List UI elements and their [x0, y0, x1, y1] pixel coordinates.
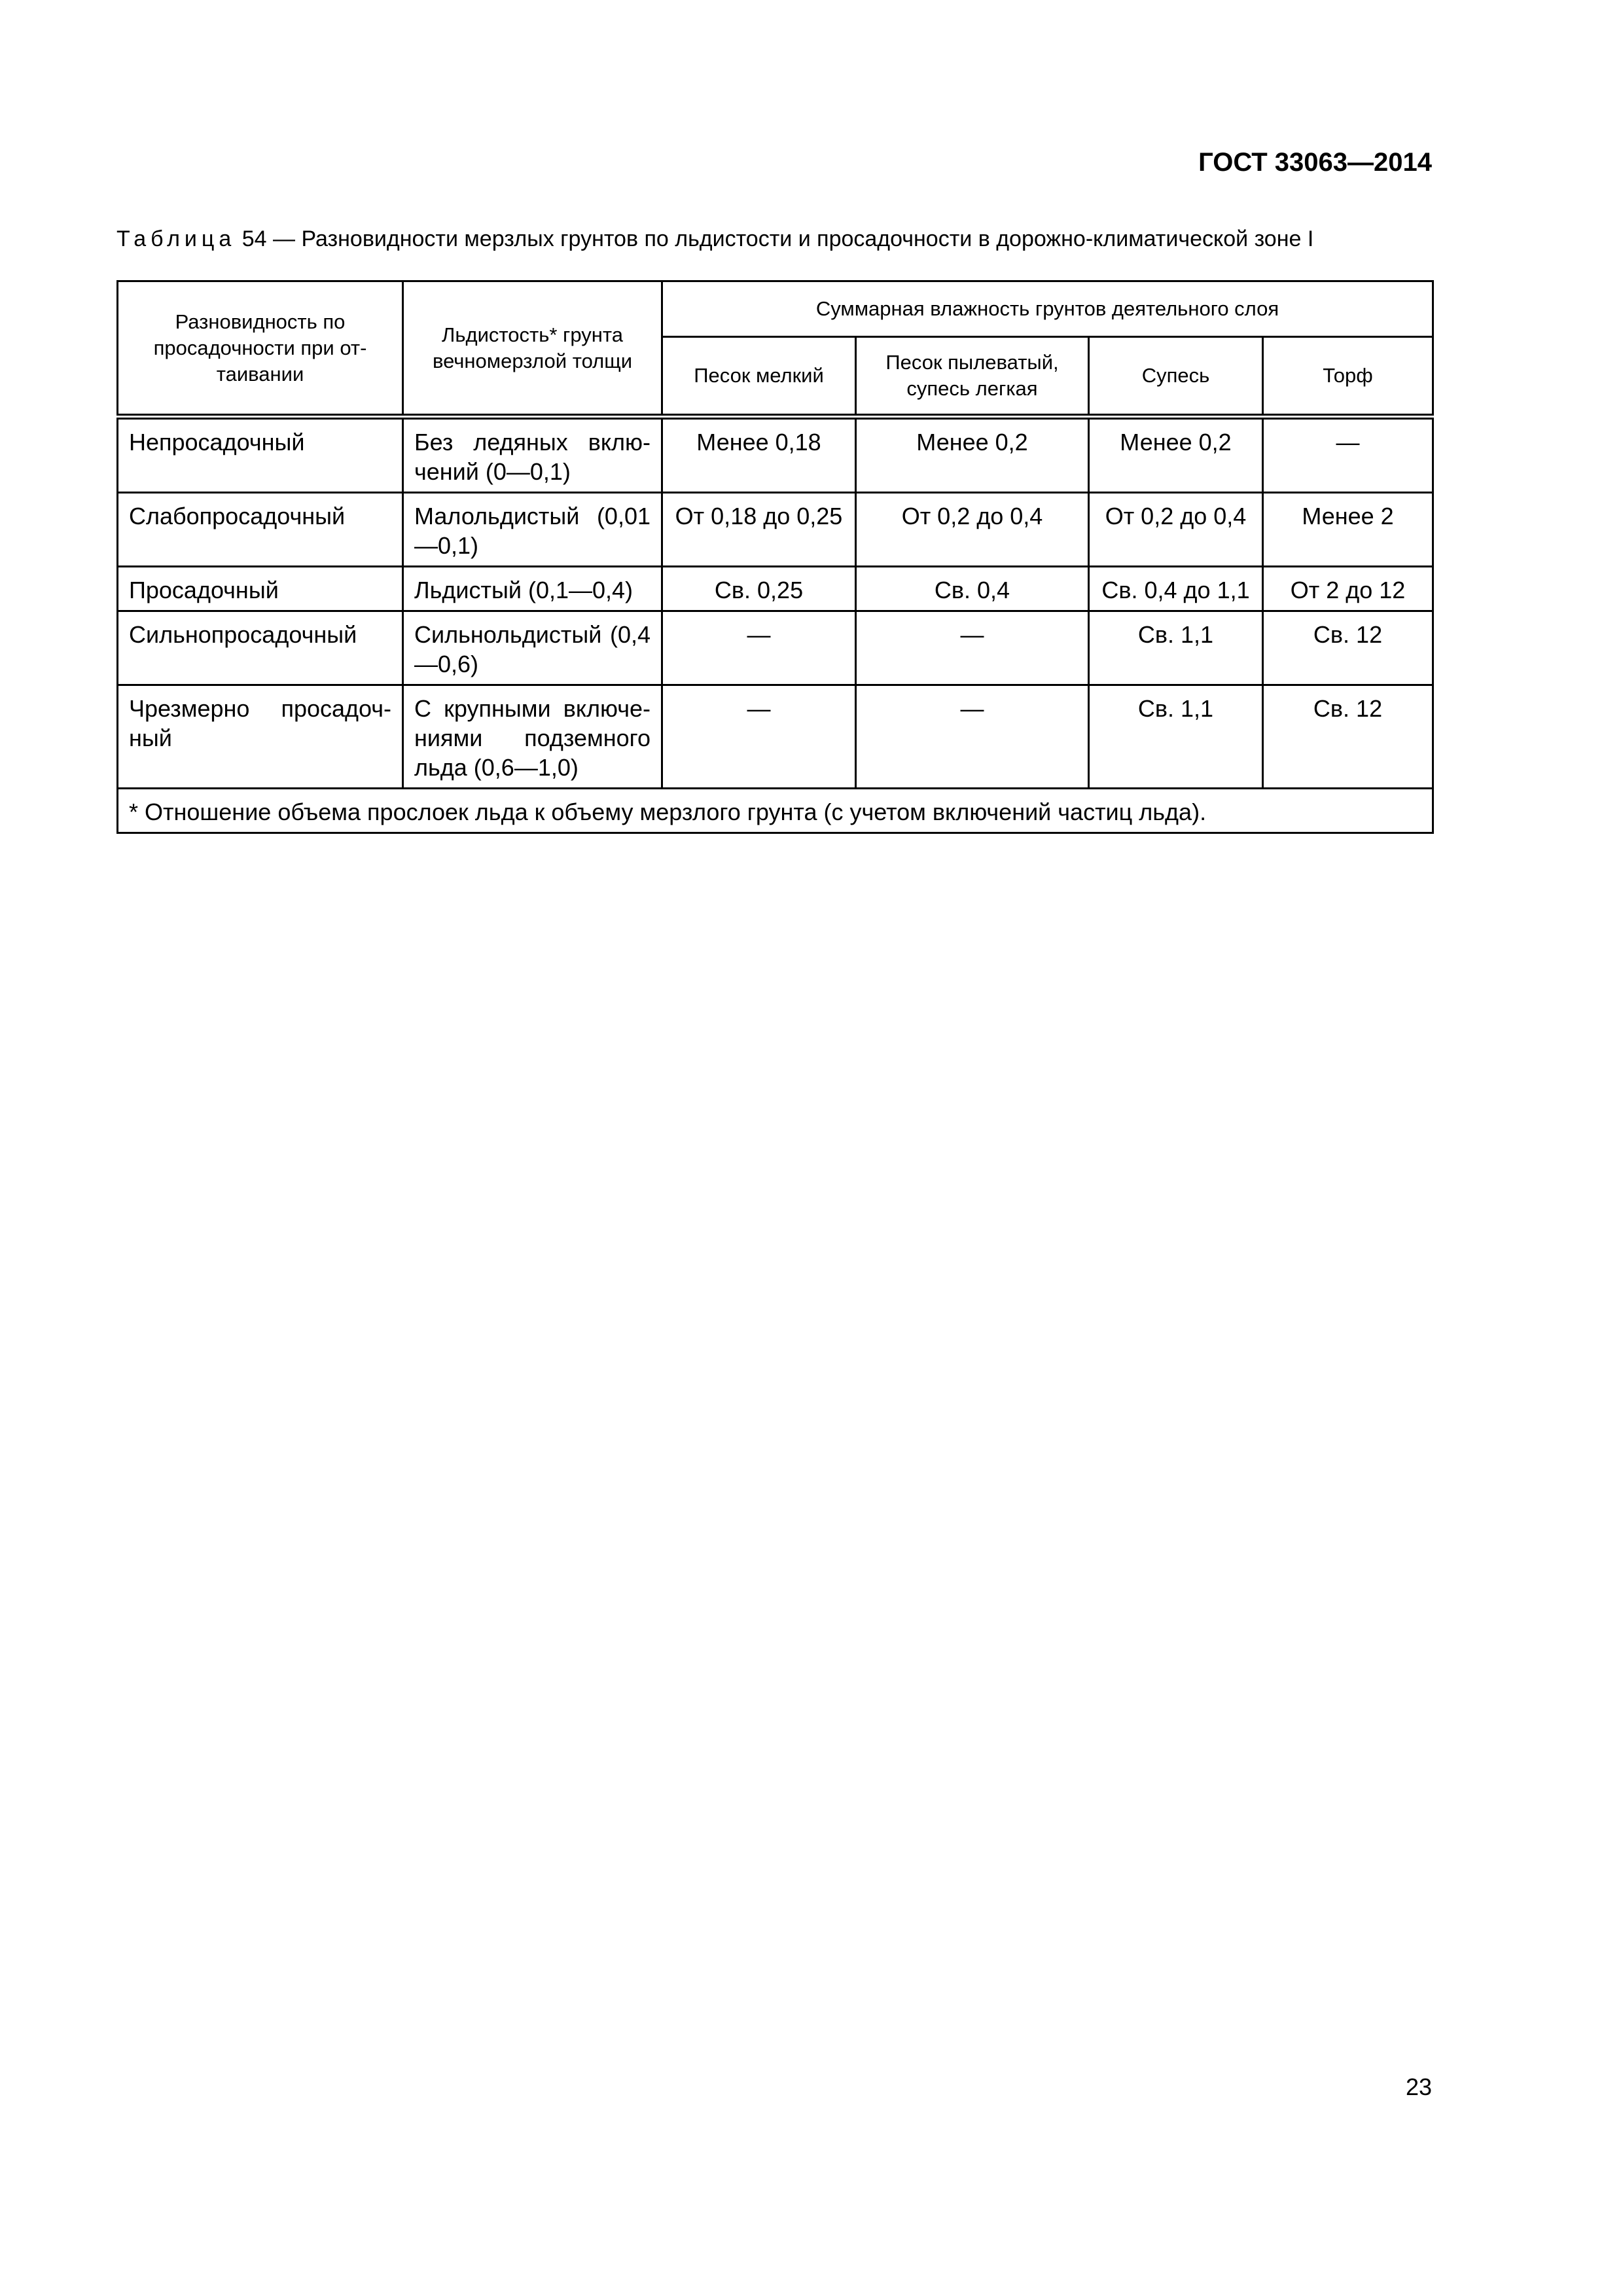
row-type: Слабопросадочный: [118, 493, 403, 567]
row-value: Менее 0,2: [856, 417, 1089, 493]
table-row: [118, 611, 1433, 685]
row-value: От 0,18 до 0,25: [662, 493, 856, 567]
table-row: [118, 685, 1433, 789]
row-value: Св. 1,1: [1089, 685, 1263, 789]
row-value: Менее 0,18: [662, 417, 856, 493]
table-caption-label: Таблица: [116, 226, 236, 251]
soil-table: [116, 280, 1434, 834]
header-ice-content: Льдистость* грунта вечномерзлой толщи: [403, 281, 662, 417]
row-value: От 0,2 до 0,4: [1089, 493, 1263, 567]
row-value: Менее 2: [1263, 493, 1433, 567]
header-sandy-loam: Супесь: [1089, 337, 1263, 417]
header-fine-sand: Песок мелкий: [662, 337, 856, 417]
header-total-moisture: Суммарная влажность грунтов деятельного слоя: [662, 281, 1433, 337]
row-value: —: [856, 685, 1089, 789]
table-caption-text: 54 — Разновидности мерзлых грунтов по льдистости и просадочности в дорожно-климатической зоне I: [236, 226, 1314, 251]
row-ice: Сильнольдистый (0,4—0,6): [403, 611, 662, 685]
row-value: —: [856, 611, 1089, 685]
header-silty-sand: Песок пылеватый, супесь легкая: [856, 337, 1089, 417]
table-footnote-row: [118, 789, 1433, 833]
row-value: Св. 0,4 до 1,1: [1089, 567, 1263, 611]
page-number: 23: [1405, 2073, 1432, 2100]
row-type: Чрезмерно просадочный: [118, 685, 403, 789]
row-value: От 2 до 12: [1263, 567, 1433, 611]
row-value: Св. 1,1: [1089, 611, 1263, 685]
row-value: Менее 0,2: [1089, 417, 1263, 493]
header-subsidence-type: Разновидность по просадочности при оттаивании: [118, 281, 403, 417]
table-row: [118, 567, 1433, 611]
row-ice: Без ледяных включений (0—0,1): [403, 417, 662, 493]
document-code: ГОСТ 33063—2014: [1198, 148, 1432, 177]
table-row: [118, 493, 1433, 567]
table-footnote: * Отношение объема прослоек льда к объему мерзлого грунта (с учетом включений частиц льда).: [118, 789, 1433, 833]
row-value: Св. 0,25: [662, 567, 856, 611]
row-value: —: [662, 685, 856, 789]
row-ice: Льдистый (0,1—0,4): [403, 567, 662, 611]
row-value: —: [1263, 417, 1433, 493]
row-type: Просадочный: [118, 567, 403, 611]
row-ice: Малольдистый (0,01—0,1): [403, 493, 662, 567]
table-caption: [116, 226, 1432, 252]
row-value: От 0,2 до 0,4: [856, 493, 1089, 567]
table-row: [118, 417, 1433, 493]
row-value: —: [662, 611, 856, 685]
row-value: Св. 0,4: [856, 567, 1089, 611]
row-value: Св. 12: [1263, 611, 1433, 685]
row-value: Св. 12: [1263, 685, 1433, 789]
row-ice: С крупными включениями подземного льда (0,6—1,0): [403, 685, 662, 789]
row-type: Непросадочный: [118, 417, 403, 493]
row-type: Сильнопросадочный: [118, 611, 403, 685]
header-peat: Торф: [1263, 337, 1433, 417]
